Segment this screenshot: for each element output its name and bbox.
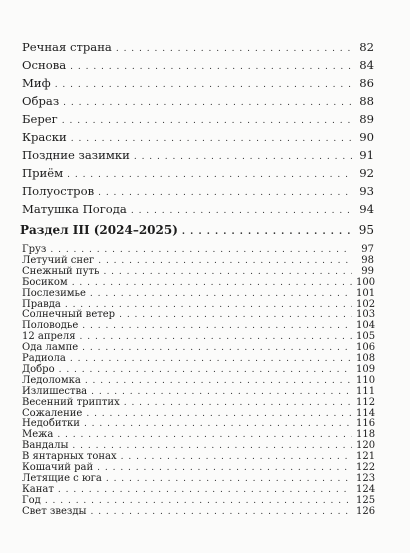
toc-entry bbox=[22, 146, 374, 164]
toc-entry-title: Берег bbox=[22, 112, 58, 126]
toc-entry bbox=[22, 484, 374, 495]
toc-entry-page: 88 bbox=[359, 94, 374, 108]
toc-entry bbox=[22, 56, 374, 74]
toc-entry-title: Снежный путь bbox=[22, 265, 100, 277]
toc-entry-page: 116 bbox=[356, 418, 376, 430]
toc-entry bbox=[22, 110, 374, 128]
toc-entry bbox=[22, 440, 374, 451]
toc-entry bbox=[22, 128, 374, 146]
toc-entry-title: Летящие с юга bbox=[22, 472, 102, 484]
toc-entry bbox=[22, 200, 374, 218]
toc-entry-title: Миф bbox=[22, 76, 51, 90]
toc-entry-page: 91 bbox=[359, 148, 374, 162]
toc-entry-title: 12 апреля bbox=[22, 331, 76, 343]
toc-entry-title: Послезимье bbox=[22, 287, 86, 299]
toc-entry-page: 125 bbox=[356, 494, 376, 506]
toc-entry-page: 94 bbox=[359, 202, 374, 216]
toc-entry-page: 101 bbox=[356, 287, 376, 299]
toc-entry-page: 84 bbox=[359, 58, 374, 72]
toc-entry-title: Полуостров bbox=[22, 184, 95, 198]
toc-entry-page: 105 bbox=[356, 331, 376, 343]
toc-entry-title: Радиола bbox=[22, 353, 66, 364]
toc-entry bbox=[22, 473, 374, 484]
toc-entry bbox=[22, 277, 374, 288]
toc-entry-page: 124 bbox=[356, 483, 376, 495]
toc-entry-page: 123 bbox=[356, 472, 376, 484]
toc-entry-title: Босиком bbox=[22, 276, 68, 288]
toc-entry-page: 122 bbox=[356, 462, 376, 473]
toc-entry bbox=[22, 299, 374, 310]
toc-entry-page: 82 bbox=[359, 40, 374, 54]
toc-entry bbox=[22, 353, 374, 364]
toc-entry bbox=[22, 255, 374, 266]
toc-entry-page: 97 bbox=[361, 244, 374, 255]
toc-entry-title: Краски bbox=[22, 130, 67, 144]
toc-entry bbox=[22, 309, 374, 320]
toc-entry bbox=[22, 38, 374, 56]
toc-entry bbox=[22, 266, 374, 277]
toc-entry bbox=[22, 506, 374, 517]
toc-entry bbox=[22, 288, 374, 299]
toc-entry-page: 114 bbox=[356, 407, 376, 419]
toc-entry bbox=[22, 418, 374, 429]
toc-entry bbox=[22, 342, 374, 353]
toc-entry bbox=[22, 182, 374, 200]
toc-entry-page: 103 bbox=[356, 309, 376, 321]
toc-entry bbox=[22, 397, 374, 408]
toc-entry-page: 108 bbox=[356, 353, 376, 364]
toc-entry-page: 104 bbox=[356, 320, 376, 332]
leader-dots bbox=[131, 202, 352, 220]
toc-entry-page: 93 bbox=[359, 184, 374, 198]
leader-dots bbox=[90, 507, 352, 518]
toc-entry bbox=[22, 451, 374, 462]
toc-entry-page: 90 bbox=[359, 130, 374, 144]
toc-entry-page: 111 bbox=[356, 385, 376, 397]
toc-entry bbox=[22, 74, 374, 92]
toc-entry-page: 110 bbox=[356, 374, 376, 386]
toc-entry-page: 109 bbox=[356, 363, 376, 375]
toc-entry-title: Вандалы bbox=[22, 440, 69, 452]
toc-entry-title: Основа bbox=[22, 58, 67, 72]
toc-entry-title: Добро bbox=[22, 363, 55, 375]
toc-entry bbox=[22, 244, 374, 255]
toc-entry-title: Излишества bbox=[22, 385, 88, 397]
toc-entry bbox=[22, 331, 374, 342]
toc-entry-title: В янтарных тонах bbox=[22, 451, 117, 463]
toc-entry-page: 121 bbox=[356, 451, 376, 463]
toc-entry-title: Летучий снег bbox=[22, 254, 95, 266]
toc-entry bbox=[22, 386, 374, 397]
toc-entry-page: 86 bbox=[359, 76, 374, 90]
toc-entry bbox=[22, 462, 374, 473]
toc-entry-page: 102 bbox=[356, 298, 376, 310]
toc-entry bbox=[22, 364, 374, 375]
toc-entry-title: Ледоломка bbox=[22, 374, 81, 386]
toc-entry-title: Груз bbox=[22, 244, 47, 255]
toc-entry bbox=[22, 320, 374, 331]
toc-entry-page: 106 bbox=[356, 342, 376, 354]
toc-entry-title: Недобитки bbox=[22, 418, 80, 430]
toc-entry-title: Половодье bbox=[22, 320, 79, 332]
toc-entry-title: Солнечный ветер bbox=[22, 309, 116, 321]
toc-entry-title: Ода лампе bbox=[22, 342, 79, 354]
toc-entry bbox=[22, 375, 374, 386]
toc-entry-page: 100 bbox=[356, 276, 376, 288]
toc-entry-title: Канат bbox=[22, 483, 54, 495]
toc-section-heading bbox=[20, 221, 374, 239]
toc-entry-title: Год bbox=[22, 494, 41, 506]
toc-entry-title: Весенний триптих bbox=[22, 396, 120, 408]
toc-entry-page: 92 bbox=[359, 166, 374, 180]
toc-entry bbox=[22, 408, 374, 419]
toc-entry-title: Правда bbox=[22, 298, 61, 310]
toc-entry-title: Кошачий рай bbox=[22, 462, 94, 473]
toc-entry-title: Образ bbox=[22, 94, 60, 108]
toc-entry-title: Приём bbox=[22, 166, 64, 180]
toc-entry-page: 89 bbox=[359, 112, 374, 126]
toc-entry-page: 120 bbox=[356, 440, 376, 452]
toc-entry-title: Речная страна bbox=[22, 40, 112, 54]
section-title: Раздел III (2024–2025) bbox=[20, 223, 178, 237]
leader-dots bbox=[182, 223, 352, 241]
toc-entry-page: 99 bbox=[361, 265, 374, 277]
toc-entry-page: 118 bbox=[356, 429, 376, 441]
toc-entry bbox=[22, 495, 374, 506]
toc-entry-title: Сожаление bbox=[22, 407, 83, 419]
toc-entry-page: 98 bbox=[361, 254, 374, 266]
toc-entry-title: Матушка Погода bbox=[22, 202, 127, 216]
toc-entry-page: 112 bbox=[356, 396, 376, 408]
toc-entry bbox=[22, 164, 374, 182]
toc-entry-title: Свет звезды bbox=[22, 505, 87, 517]
toc-entry-title: Межа bbox=[22, 429, 54, 441]
toc-entry bbox=[22, 429, 374, 440]
toc-entry-page: 126 bbox=[356, 505, 376, 517]
section-page: 95 bbox=[358, 223, 374, 237]
toc-entry-title: Поздние зазимки bbox=[22, 148, 130, 162]
toc-entry bbox=[22, 92, 374, 110]
